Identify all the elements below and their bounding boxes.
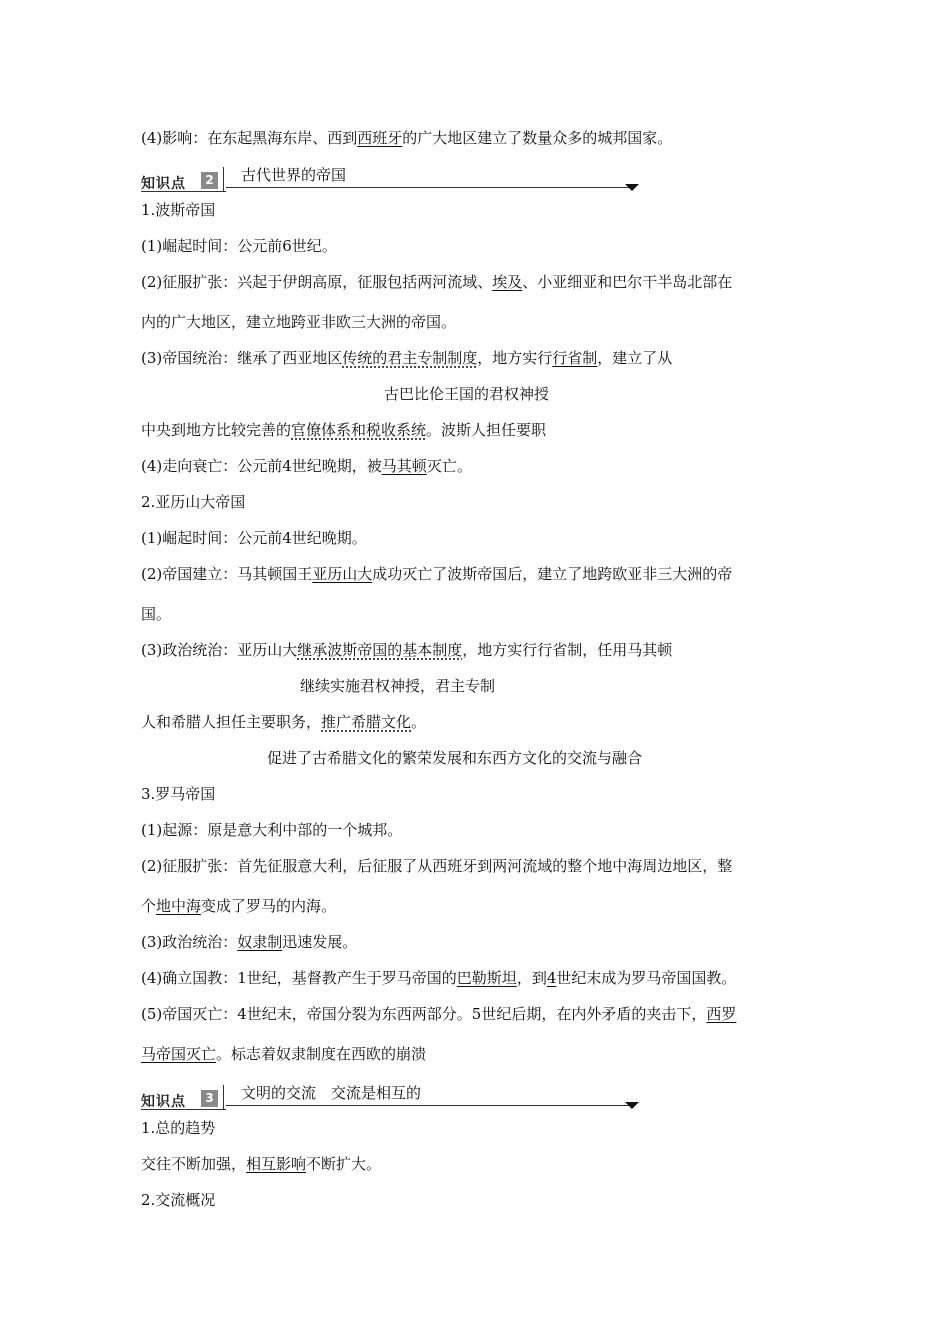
text-line: (2)征服扩张：首先征服意大利，后征服了从西班牙到两河流域的整个地中海周边地区，整 [141,857,733,875]
answer-blank: 马其顿 [381,457,427,475]
section-number-badge: 3 [201,1090,218,1107]
text-line: (5)帝国灭亡：4世纪末，帝国分裂为东西两部分。5世纪后期，在内外矛盾的夹击下，西罗 [141,1005,737,1023]
section-title: 古代世界的帝国 [241,166,347,184]
emphasis-text: 传统的君主专制制度 [342,349,478,367]
text-line: (3)政治统治：亚历山大继承波斯帝国的基本制度，地方实行行省制，任用马其顿 [141,641,673,659]
text-line: 人和希腊人担任主要职务，推广希腊文化。 [141,713,427,731]
subheading: 2.交流概况 [141,1191,216,1209]
subheading: 1.总的趋势 [141,1119,216,1137]
text-line: (3)帝国统治：继承了西亚地区传统的君主专制制度，地方实行行省制，建立了从 [141,349,673,367]
text-line: 内的广大地区，建立地跨亚非欧三大洲的帝国。 [141,313,457,331]
text-line: 交往不断加强，相互影响不断扩大。 [141,1155,382,1173]
section-title: 文明的交流 交流是相互的 [241,1084,422,1102]
divider [226,1105,630,1106]
emphasis-text: 继承波斯帝国的基本制度 [297,641,463,659]
text-line: 中央到地方比较完善的官僚体系和税收系统。波斯人担任要职 [141,421,547,439]
section-header-kp2 [141,165,641,195]
text-line: (2)征服扩张：兴起于伊朗高原，征服包括两河流域、埃及、小亚细亚和巴尔干半岛北部在 [141,273,733,291]
text-line: 国。 [141,605,172,623]
subheading: 3.罗马帝国 [141,785,216,803]
subheading: 1.波斯帝国 [141,201,216,219]
answer-blank: 奴隶制 [237,933,283,951]
divider [141,191,226,192]
text-line: 个地中海变成了罗马的内海。 [141,897,337,915]
text-line: (1)崛起时间：公元前6世纪。 [141,237,337,255]
section-label: 知识点 [141,176,186,192]
section-label: 知识点 [141,1094,186,1110]
answer-blank: 相互影响 [246,1155,307,1173]
answer-blank: 行省制 [552,349,598,367]
emphasis-text: 推广希腊文化 [321,713,412,731]
annotation: 继续实施君权神授，君主专制 [300,677,496,695]
answer-blank: 马帝国灭亡 [141,1045,217,1063]
annotation: 古巴比伦王国的君权神授 [384,385,550,403]
text-line: 马帝国灭亡。标志着奴隶制度在西欧的崩溃 [141,1045,427,1063]
text-line: (4)走向衰亡：公元前4世纪晚期，被马其顿灭亡。 [141,457,472,475]
divider [226,187,630,188]
section-header-kp3 [141,1083,641,1113]
triangle-icon [625,184,639,191]
emphasis-text: 官僚体系和税收系统 [291,421,427,439]
text-line: (2)帝国建立：马其顿国王亚历山大成功灭亡了波斯帝国后，建立了地跨欧亚非三大洲的帝 [141,565,733,583]
subheading: 2.亚历山大帝国 [141,493,246,511]
answer-blank: 4 [546,969,557,987]
answer-blank: 西班牙 [357,129,403,147]
section-number-badge: 2 [201,172,218,189]
divider [141,1109,226,1110]
text-line: (1)崛起时间：公元前4世纪晚期。 [141,529,367,547]
answer-blank: 埃及 [492,273,523,291]
answer-blank: 西罗 [706,1005,737,1023]
text-line: (4)确立国教：1世纪，基督教产生于罗马帝国的巴勒斯坦，到4世纪末成为罗马帝国国教。 [141,969,737,987]
text-line: (3)政治统治：奴隶制迅速发展。 [141,933,358,951]
triangle-icon [625,1102,639,1109]
text-line: (4)影响：在东起黑海东岸、西到西班牙的广大地区建立了数量众多的城邦国家。 [141,129,673,147]
text-line: (1)起源：原是意大利中部的一个城邦。 [141,821,403,839]
answer-blank: 巴勒斯坦 [456,969,517,987]
annotation: 促进了古希腊文化的繁荣发展和东西方文化的交流与融合 [267,749,643,767]
answer-blank: 地中海 [156,897,202,915]
answer-blank: 亚历山大 [312,565,373,583]
